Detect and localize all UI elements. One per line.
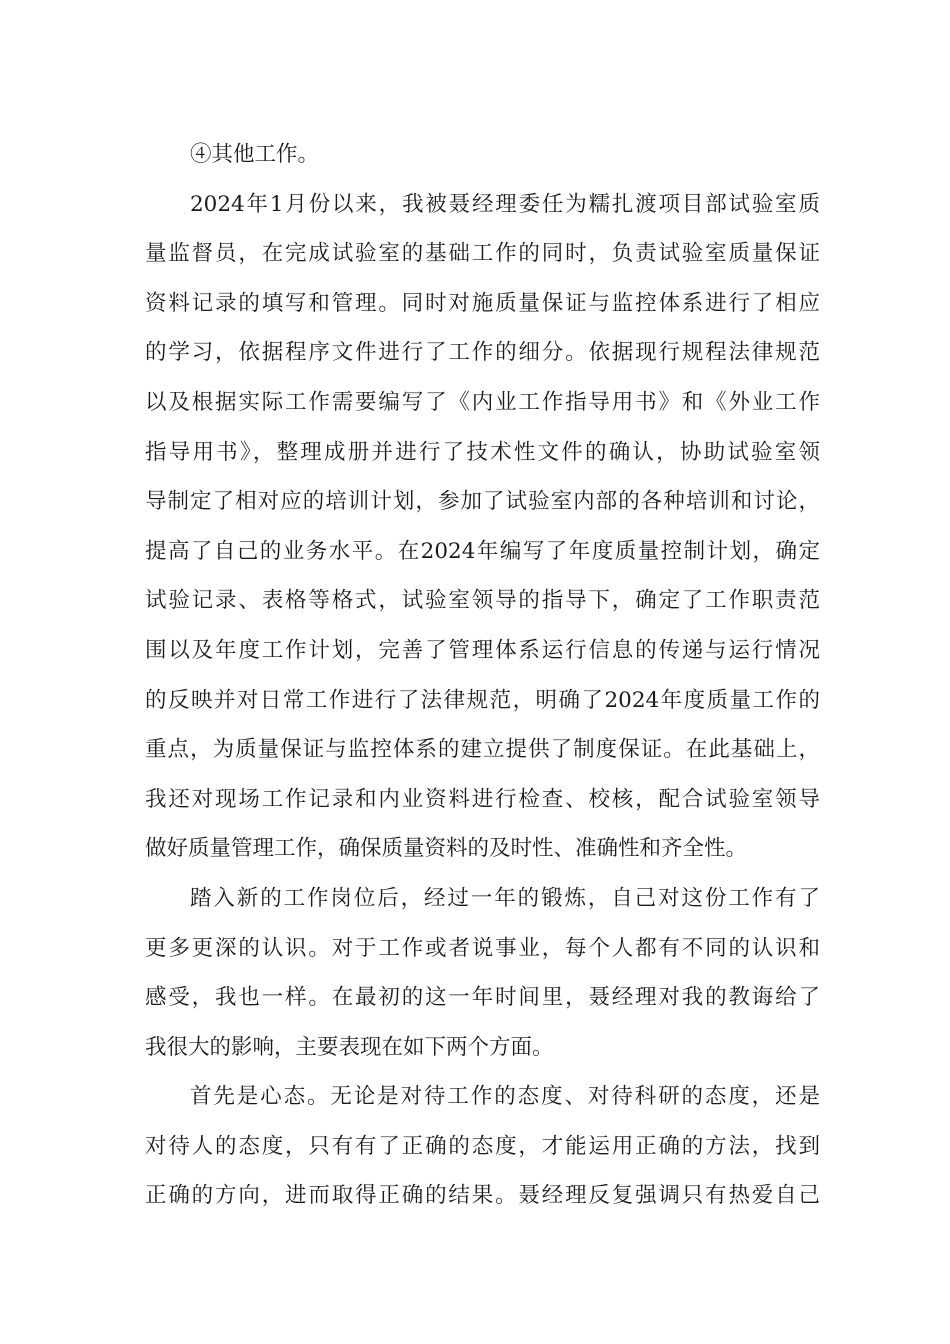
paragraph-line: 感受，我也一样。在最初的这一年时间里，聂经理对我的教诲给了 [145, 985, 820, 1011]
paragraph-line: 正确的方向，进而取得正确的结果。聂经理反复强调只有热爱自己 [145, 1183, 820, 1209]
paragraph-line: 的反映并对日常工作进行了法律规范，明确了2024年度质量工作的 [145, 687, 820, 713]
paragraph-line: 提高了自己的业务水平。在2024年编写了年度质量控制计划，确定 [145, 538, 820, 564]
paragraph-line: 试验记录、表格等格式，试验室领导的指导下，确定了工作职责范 [145, 588, 820, 614]
paragraph-new-position [145, 874, 820, 1072]
paragraph-line: 的学习，依据程序文件进行了工作的细分。依据现行规程法律规范 [145, 340, 820, 366]
paragraph-line: 以及根据实际工作需要编写了《内业工作指导用书》和《外业工作 [145, 389, 820, 415]
paragraph-line: 踏入新的工作岗位后，经过一年的锻炼，自己对这份工作有了 [190, 885, 820, 911]
paragraph-line: ④其他工作。 [190, 142, 320, 167]
paragraph-line: 重点，为质量保证与监控体系的建立提供了制度保证。在此基础上， [145, 737, 820, 763]
paragraph-line: 做好质量管理工作，确保质量资料的及时性、准确性和齐全性。 [145, 836, 748, 862]
paragraph-other-work [145, 130, 820, 180]
paragraph-line: 围以及年度工作计划，完善了管理体系运行信息的传递与运行情况 [145, 637, 820, 663]
paragraph-line: 指导用书》，整理成册并进行了技术性文件的确认，协助试验室领 [145, 439, 820, 465]
paragraph-line: 资料记录的填写和管理。同时对施质量保证与监控体系进行了相应 [145, 290, 820, 316]
paragraph-line: 我还对现场工作记录和内业资料进行检查、校核，配合试验室领导 [145, 786, 820, 812]
paragraph-line: 对待人的态度，只有有了正确的态度，才能运用正确的方法，找到 [145, 1133, 820, 1159]
paragraph-line: 首先是心态。无论是对待工作的态度、对待科研的态度，还是 [190, 1084, 820, 1110]
paragraph-line: 更多更深的认识。对于工作或者说事业，每个人都有不同的认识和 [145, 935, 820, 961]
paragraph-line: 我很大的影响，主要表现在如下两个方面。 [145, 1034, 554, 1060]
paragraph-line: 量监督员，在完成试验室的基础工作的同时，负责试验室质量保证 [145, 241, 820, 267]
paragraph-line: 导制定了相对应的培训计划，参加了试验室内部的各种培训和讨论， [145, 489, 820, 515]
paragraph-attitude [145, 1072, 820, 1221]
paragraph-quality-supervisor [145, 180, 820, 874]
document-body [145, 130, 820, 1221]
paragraph-line: 2024年1月份以来，我被聂经理委任为糯扎渡项目部试验室质 [190, 191, 820, 217]
